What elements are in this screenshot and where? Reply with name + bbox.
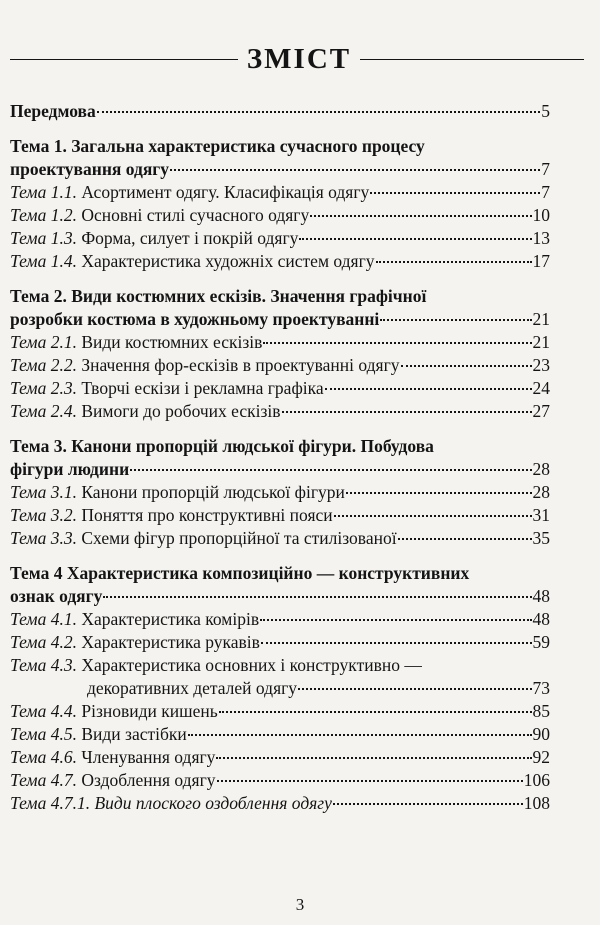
toc-line — [10, 792, 550, 815]
toc-entry — [10, 181, 550, 204]
dot-leader — [334, 515, 532, 517]
toc-entry — [10, 700, 550, 723]
toc-sub-label: Тема 2.1. — [10, 332, 77, 352]
toc-theme-title-cont: проектування одягу — [10, 159, 170, 179]
dot-leader — [299, 238, 531, 240]
toc-line — [10, 227, 550, 250]
toc-sub-label: Тема 4.1. — [10, 609, 77, 629]
toc-line — [10, 377, 550, 400]
toc-page-number: 73 — [532, 678, 550, 698]
toc-theme-title-cont: розробки костюма в художньому проектуванні — [10, 309, 380, 329]
toc-entry — [10, 400, 550, 423]
toc-sub-title: Види костюмних ескізів — [81, 332, 263, 352]
toc-entry — [10, 377, 550, 400]
toc-sub-title: Характеристика рукавів — [81, 632, 260, 652]
toc-page-number: 10 — [532, 205, 550, 225]
toc-header — [8, 42, 592, 82]
toc-line — [10, 677, 550, 700]
toc-entry — [10, 723, 550, 746]
dot-leader — [219, 711, 532, 713]
toc-entry — [10, 746, 550, 769]
toc-sub-label: Тема 4.7.1. — [10, 793, 91, 813]
toc-theme-title-cont: фігури людини — [10, 459, 130, 479]
dot-leader — [282, 411, 532, 413]
toc-sub-label: Тема 3.2. — [10, 505, 77, 525]
toc-sub-title: Схеми фігур пропорційної та стилізованої — [81, 528, 397, 548]
toc-sub-title: Характеристика художніх систем одягу — [81, 251, 375, 271]
toc-entry — [10, 792, 550, 815]
toc-line — [10, 308, 550, 331]
toc-sub-label: Тема 1.2. — [10, 205, 77, 225]
toc-page-number: 59 — [532, 632, 550, 652]
toc-page-number: 17 — [532, 251, 550, 271]
toc-theme-title-cont: ознак одягу — [10, 586, 103, 606]
toc-sub-title: Вимоги до робочих ескізів — [81, 401, 281, 421]
toc-sub-title: Творчі ескізи і рекламна графіка — [81, 378, 324, 398]
toc-sub-label: Тема 2.4. — [10, 401, 77, 421]
toc-entry — [10, 562, 550, 608]
toc-entry — [10, 654, 550, 700]
toc-sub-title: Асортимент одягу. Класифікація одягу — [81, 182, 370, 202]
toc-theme-title: Тема 1. Загальна характеристика сучасного процесу — [10, 136, 425, 156]
toc-line — [10, 458, 550, 481]
toc-sub-label: Тема 4.6. — [10, 747, 77, 767]
header-rule-right — [360, 59, 584, 60]
toc-page-number: 85 — [532, 701, 550, 721]
dot-leader — [401, 365, 532, 367]
toc-page-number: 5 — [541, 101, 550, 121]
toc-sub-label: Тема 1.4. — [10, 251, 77, 271]
toc-line — [10, 181, 550, 204]
dot-leader — [310, 215, 531, 217]
toc-sub-title: Форма, силует і покрій одягу — [81, 228, 299, 248]
dot-leader — [263, 342, 531, 344]
toc-page-number: 27 — [532, 401, 550, 421]
dot-leader — [325, 388, 532, 390]
toc-line — [10, 746, 550, 769]
dot-leader — [260, 619, 531, 621]
toc-sub-label: Тема 3.1. — [10, 482, 77, 502]
toc-page-number: 90 — [532, 724, 550, 744]
toc-sub-label: Тема 4.7. — [10, 770, 77, 790]
toc-line — [10, 700, 550, 723]
toc-entry — [10, 631, 550, 654]
dot-leader — [103, 596, 531, 598]
toc-sub-label: Тема 4.4. — [10, 701, 77, 721]
toc-entry — [10, 527, 550, 550]
toc-entry — [10, 227, 550, 250]
dot-leader — [298, 688, 531, 690]
toc-sub-label: Тема 2.3. — [10, 378, 77, 398]
toc-page-number: 48 — [532, 586, 550, 606]
toc-sub-title: Членування одягу — [81, 747, 216, 767]
dot-leader — [261, 642, 532, 644]
toc-line — [10, 331, 550, 354]
toc-line — [10, 723, 550, 746]
toc-sub-title: Оздоблення одягу — [81, 770, 216, 790]
toc-theme-line — [10, 135, 550, 158]
toc-sub-label: Тема 4.3. — [10, 655, 77, 675]
toc-theme-line — [10, 285, 550, 308]
dot-leader — [170, 169, 540, 171]
toc-line — [10, 158, 550, 181]
toc-page-number: 23 — [532, 355, 550, 375]
dot-leader — [97, 111, 541, 113]
toc-line — [10, 204, 550, 227]
toc-entry — [10, 504, 550, 527]
toc-entry — [10, 354, 550, 377]
toc-sub-label: Тема 1.1. — [10, 182, 77, 202]
toc-sub-label: Тема 4.2. — [10, 632, 77, 652]
dot-leader — [130, 469, 531, 471]
toc-entry — [10, 481, 550, 504]
toc-line — [10, 481, 550, 504]
toc-entry — [10, 204, 550, 227]
dot-leader — [370, 192, 540, 194]
toc-entry-title: Передмова — [10, 101, 96, 121]
toc-line — [10, 585, 550, 608]
toc-line — [10, 504, 550, 527]
toc-sub-title: Види плоского оздоблення одягу — [94, 793, 332, 813]
toc-page-number: 24 — [532, 378, 550, 398]
toc-theme-title: Тема 3. Канони пропорцій людської фігури. Побудова — [10, 436, 434, 456]
dot-leader — [217, 780, 523, 782]
toc-entry — [10, 331, 550, 354]
toc-entry — [10, 608, 550, 631]
dot-leader — [376, 261, 532, 263]
toc-sub-title: Різновиди кишень — [81, 701, 218, 721]
toc-entry — [10, 250, 550, 273]
page-title: ЗМІСТ — [246, 43, 352, 75]
toc-line — [10, 769, 550, 792]
toc-sub-label: Тема 3.3. — [10, 528, 77, 548]
toc-sub-title: Види застібки — [81, 724, 187, 744]
toc-page-number: 7 — [541, 182, 550, 202]
toc-page-number: 31 — [532, 505, 550, 525]
toc-page-number: 21 — [532, 309, 550, 329]
dot-leader — [333, 803, 523, 805]
header-rule-left — [10, 59, 238, 60]
dot-leader — [188, 734, 532, 736]
toc-line — [10, 400, 550, 423]
toc-sub-title: Поняття про конструктивні пояси — [81, 505, 333, 525]
toc-page-number: 108 — [523, 793, 550, 813]
toc-sub-label: Тема 2.2. — [10, 355, 77, 375]
toc-entry — [10, 769, 550, 792]
toc-page-number: 92 — [532, 747, 550, 767]
toc-page-number: 35 — [532, 528, 550, 548]
toc-sub-title: Характеристика комірів — [81, 609, 260, 629]
dot-leader — [380, 319, 531, 321]
dot-leader — [398, 538, 532, 540]
toc-page-number: 106 — [523, 770, 550, 790]
toc-page-number: 28 — [532, 482, 550, 502]
toc-page-number: 7 — [541, 159, 550, 179]
toc-line — [10, 608, 550, 631]
toc-theme-line — [10, 562, 550, 585]
toc-line — [10, 631, 550, 654]
toc-sub-title: Канони пропорцій людської фігури — [81, 482, 345, 502]
toc-sub-label: Тема 1.3. — [10, 228, 77, 248]
toc-line — [10, 354, 550, 377]
toc-sub-title-cont: декоративних деталей одягу — [87, 678, 298, 698]
dot-leader — [216, 757, 531, 759]
toc-sub-label: Тема 4.5. — [10, 724, 77, 744]
toc-entry — [10, 285, 550, 331]
toc-entry — [10, 135, 550, 181]
toc-entry — [10, 435, 550, 481]
toc-line — [10, 100, 550, 123]
toc-line — [10, 527, 550, 550]
toc-theme-line — [10, 435, 550, 458]
table-of-contents — [10, 100, 550, 815]
toc-entry — [10, 100, 550, 123]
toc-page-number: 21 — [532, 332, 550, 352]
toc-line — [10, 654, 550, 677]
toc-theme-title: Тема 2. Види костюмних ескізів. Значення графічної — [10, 286, 427, 306]
toc-page-number: 28 — [532, 459, 550, 479]
toc-page-number: 48 — [532, 609, 550, 629]
toc-line — [10, 250, 550, 273]
page-number: 3 — [295, 895, 305, 914]
toc-sub-title: Значення фор-ескізів в проектуванні одягу — [81, 355, 400, 375]
toc-page-number: 13 — [532, 228, 550, 248]
toc-sub-title: Основні стилі сучасного одягу — [81, 205, 310, 225]
dot-leader — [346, 492, 532, 494]
toc-theme-title: Тема 4 Характеристика композиційно — конструктивних — [10, 563, 470, 583]
toc-sub-title: Характеристика основних і конструктивно — — [81, 655, 422, 675]
